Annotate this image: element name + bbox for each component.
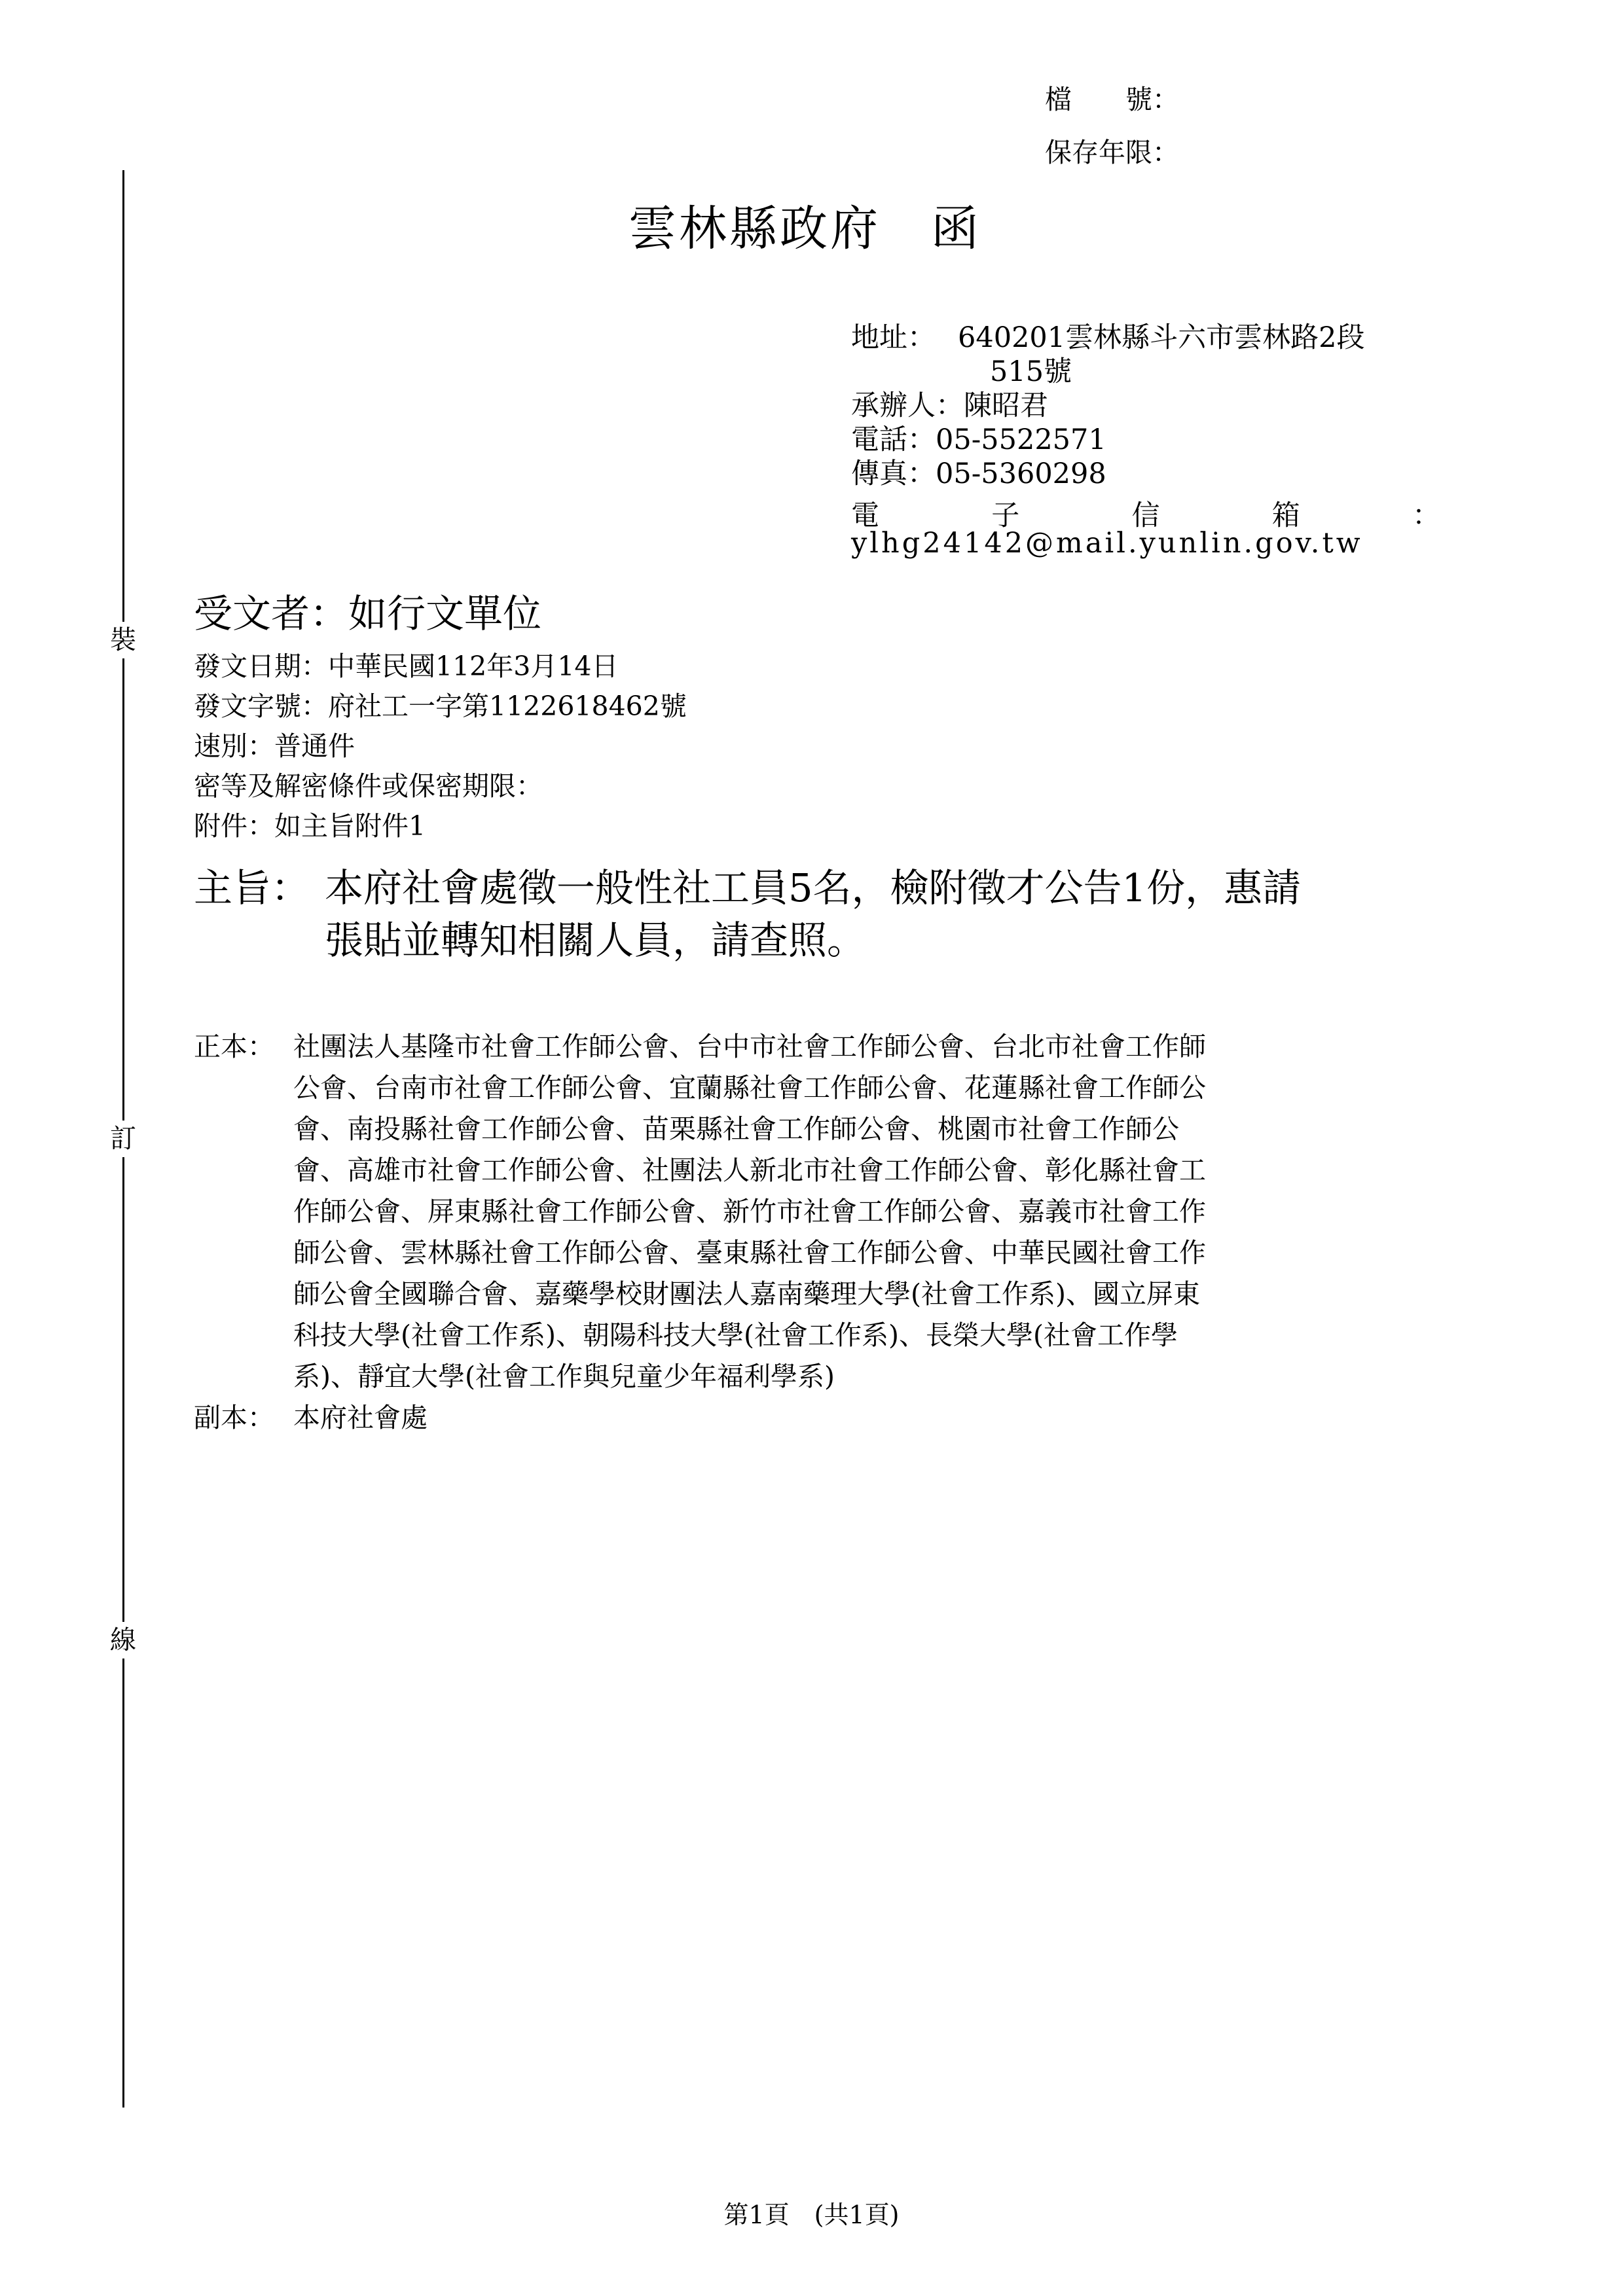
page-number-footer: 第1頁 (共1頁) xyxy=(723,2200,900,2229)
document-number: 發文字號：府社工一字第1122618462號 xyxy=(194,691,687,722)
binding-mark-zhuang: 裝 xyxy=(105,622,141,658)
original-recipients-line: 系)、靜宜大學(社會工作與兒童少年福利學系) xyxy=(293,1361,835,1392)
email-label-char: 信 xyxy=(1131,499,1160,532)
original-recipients-line: 會、高雄市社會工作師公會、社團法人新北市社會工作師公會、彰化縣社會工 xyxy=(293,1155,1206,1186)
email-label-char: 電 xyxy=(851,499,879,532)
delivery-speed: 速別：普通件 xyxy=(194,730,355,762)
copy-recipients-label: 副本： xyxy=(194,1402,274,1433)
retention-period-label: 保存年限： xyxy=(1045,137,1179,168)
handler-name: 承辦人：陳昭君 xyxy=(851,389,1048,422)
original-recipients-line: 作師公會、屏東縣社會工作師公會、新竹市社會工作師公會、嘉義市社會工作 xyxy=(293,1196,1206,1227)
secrecy-level: 密等及解密條件或保密期限： xyxy=(194,770,543,802)
subject-line-1: 本府社會處徵一般性社工員5名，檢附徵才公告1份，惠請 xyxy=(325,865,1302,910)
binding-mark-xian: 線 xyxy=(105,1622,141,1659)
recipient: 受文者：如行文單位 xyxy=(194,591,542,636)
original-recipients-label: 正本： xyxy=(194,1031,274,1062)
attachment: 附件：如主旨附件1 xyxy=(194,810,426,842)
document-title: 雲林縣政府 函 xyxy=(629,201,981,257)
file-number-label: 檔 號： xyxy=(1045,84,1179,115)
original-recipients-line: 社團法人基隆市社會工作師公會、台中市社會工作師公會、台北市社會工作師 xyxy=(293,1031,1206,1062)
original-recipients-line: 師公會、雲林縣社會工作師公會、臺東縣社會工作師公會、中華民國社會工作 xyxy=(293,1237,1206,1268)
fax-number: 傳真：05-5360298 xyxy=(851,457,1106,490)
issue-date: 發文日期：中華民國112年3月14日 xyxy=(194,651,619,682)
original-recipients-line: 公會、台南市社會工作師公會、宜蘭縣社會工作師公會、花蓮縣社會工作師公 xyxy=(293,1072,1206,1103)
binding-mark-ding: 訂 xyxy=(105,1121,141,1157)
phone-number: 電話：05-5522571 xyxy=(851,423,1106,456)
address-line-2: 515號 xyxy=(990,355,1072,388)
original-recipients-line: 師公會全國聯合會、嘉藥學校財團法人嘉南藥理大學(社會工作系)、國立屏東 xyxy=(293,1278,1200,1310)
address-label: 地址： xyxy=(851,321,936,354)
copy-recipients: 本府社會處 xyxy=(293,1402,428,1433)
address-line-1: 640201雲林縣斗六市雲林路2段 xyxy=(958,321,1365,354)
original-recipients-line: 科技大學(社會工作系)、朝陽科技大學(社會工作系)、長榮大學(社會工作學 xyxy=(293,1319,1178,1351)
subject-label: 主旨： xyxy=(194,865,310,910)
original-recipients-line: 會、南投縣社會工作師公會、苗栗縣社會工作師公會、桃園市社會工作師公 xyxy=(293,1113,1179,1145)
email-label-char: 箱 xyxy=(1271,499,1300,532)
email-label-char: 子 xyxy=(991,499,1020,532)
subject-line-2: 張貼並轉知相關人員，請查照。 xyxy=(325,918,866,963)
email-address[interactable]: ylhg24142@mail.yunlin.gov.tw xyxy=(851,527,1363,560)
email-label-char: ： xyxy=(1412,499,1440,532)
